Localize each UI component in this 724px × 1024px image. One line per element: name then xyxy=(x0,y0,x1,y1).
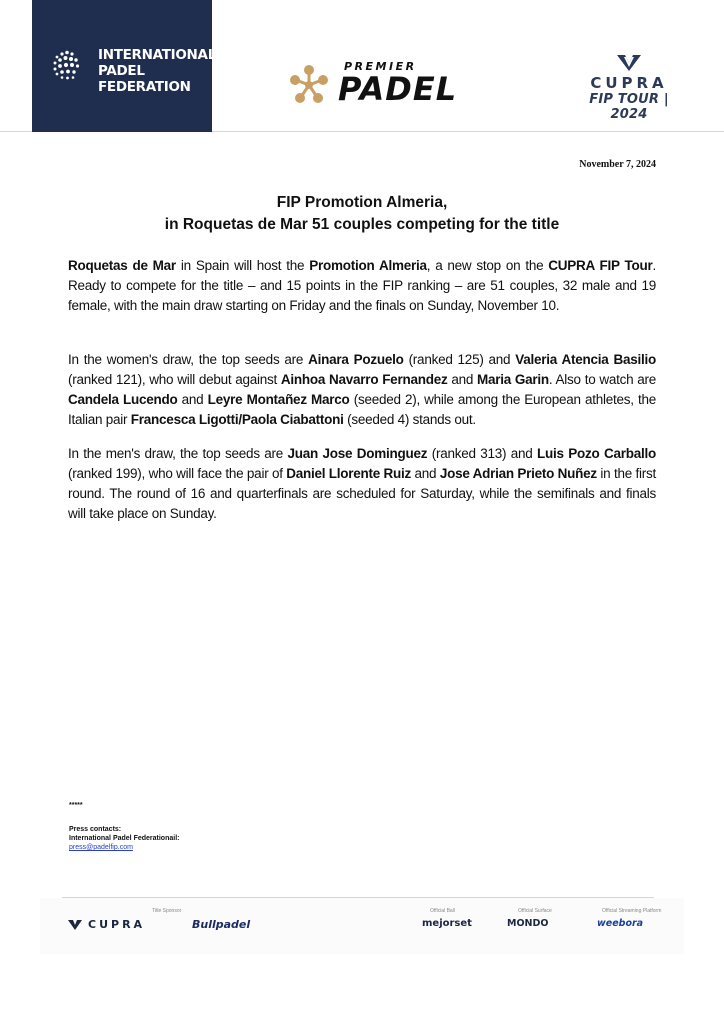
bold-run: Valeria Atencia Basilio xyxy=(515,352,656,367)
headline-line-2: in Roquetas de Mar 51 couples competing for the title xyxy=(164,216,560,233)
bold-run: Leyre Montañez Marco xyxy=(207,392,350,407)
mondo-sponsor-logo: MONDO xyxy=(507,918,549,929)
mejorset-sponsor-logo: mejorset xyxy=(422,918,472,929)
separator-stars: ***** xyxy=(69,802,83,809)
bold-run: Jose Adrian Prieto Nuñez xyxy=(439,466,597,481)
text-run: and xyxy=(447,372,478,387)
body-paragraph-1 xyxy=(68,256,656,316)
press-release-date: November 7, 2024 xyxy=(579,159,656,170)
bold-run: Maria Garin xyxy=(477,372,549,387)
padel-word: PADEL xyxy=(338,70,458,108)
text-run: (ranked 199), who will face the pair of xyxy=(68,466,287,481)
text-run: and xyxy=(177,392,208,407)
text-run: . Also to watch are xyxy=(548,372,656,387)
press-contacts-label: Press contacts: xyxy=(69,826,122,833)
cupra-emblem-icon xyxy=(616,54,642,72)
ipf-line-3: FEDERATION xyxy=(98,79,191,95)
bold-run: Roquetas de Mar xyxy=(68,258,176,273)
press-contacts xyxy=(69,825,179,852)
premier-word: PREMIER xyxy=(344,60,417,73)
ipf-ball-icon xyxy=(50,48,84,82)
text-run: (ranked 121), who will debut against xyxy=(68,372,281,387)
text-run: In the men's draw, the top seeds are xyxy=(68,446,288,461)
text-run: (seeded 2), while among the European athletes, the Italian pair xyxy=(68,392,656,427)
text-run: . Ready to compete for the title – and 15 points in the FIP ranking – are 51 couples, 32 male and 19 female, with the main draw starting on Friday and the finals on Sunday, November 10. xyxy=(68,258,656,313)
bold-run: Juan Jose Dominguez xyxy=(287,446,428,461)
official-ball-caption: Official Ball xyxy=(430,908,455,914)
headline-line-1: FIP Promotion Almeria, xyxy=(276,194,448,211)
bold-run: Daniel Llorente Ruiz xyxy=(286,466,412,481)
text-run: (ranked 125) and xyxy=(403,352,516,367)
body-paragraph-3 xyxy=(68,444,656,524)
bold-run: Ainara Pozuelo xyxy=(308,352,404,367)
premier-padel-star-icon xyxy=(286,62,332,108)
official-streaming-caption: Official Streaming Platform xyxy=(602,908,662,914)
official-surface-caption: Official Surface xyxy=(518,908,552,914)
fip-tour-2024: FIP TOUR | 2024 xyxy=(589,92,669,122)
press-email-link[interactable]: press@padelfip.com xyxy=(69,844,133,851)
cupra-word: CUPRA xyxy=(590,74,668,92)
ipf-logo-text xyxy=(98,47,216,95)
press-contacts-org: International Padel Federationail: xyxy=(69,835,180,842)
text-run: (seeded 4) stands out. xyxy=(343,412,476,427)
text-run: and xyxy=(411,466,440,481)
bold-run: Luis Pozo Carballo xyxy=(537,446,657,461)
bold-run: CUPRA FIP Tour xyxy=(548,258,653,273)
bullpadel-sponsor-logo: Bullpadel xyxy=(192,918,251,931)
ipf-logo xyxy=(32,0,217,132)
ipf-line-2: PADEL xyxy=(98,63,145,79)
header xyxy=(0,0,724,132)
text-run: , a new stop on the xyxy=(426,258,549,273)
text-run: (ranked 313) and xyxy=(427,446,538,461)
title-sponsor-caption: Title Sponsor xyxy=(152,908,182,914)
body-paragraph-2 xyxy=(68,350,656,430)
premier-padel-logo xyxy=(286,58,486,112)
text-run: in Spain will host the xyxy=(175,258,310,273)
bold-run: Promotion Almeria xyxy=(309,258,427,273)
cupra-sponsor-emblem-icon xyxy=(68,920,82,930)
bold-run: Francesca Ligotti/Paola Ciabattoni xyxy=(130,412,344,427)
cupra-sponsor-logo: CUPRA xyxy=(88,918,146,931)
cupra-fip-tour-logo xyxy=(574,54,684,122)
bold-run: Ainhoa Navarro Fernandez xyxy=(280,372,448,387)
text-run: in the first round. The round of 16 and quarterfinals are scheduled for Saturday, while the semifinals and finals will take place on Sunday. xyxy=(68,466,656,521)
ipf-line-1: INTERNATIONAL xyxy=(98,47,217,63)
text-run: In the women's draw, the top seeds are xyxy=(68,352,309,367)
bold-run: Candela Lucendo xyxy=(68,392,178,407)
weebora-sponsor-logo: weebora xyxy=(597,918,644,929)
